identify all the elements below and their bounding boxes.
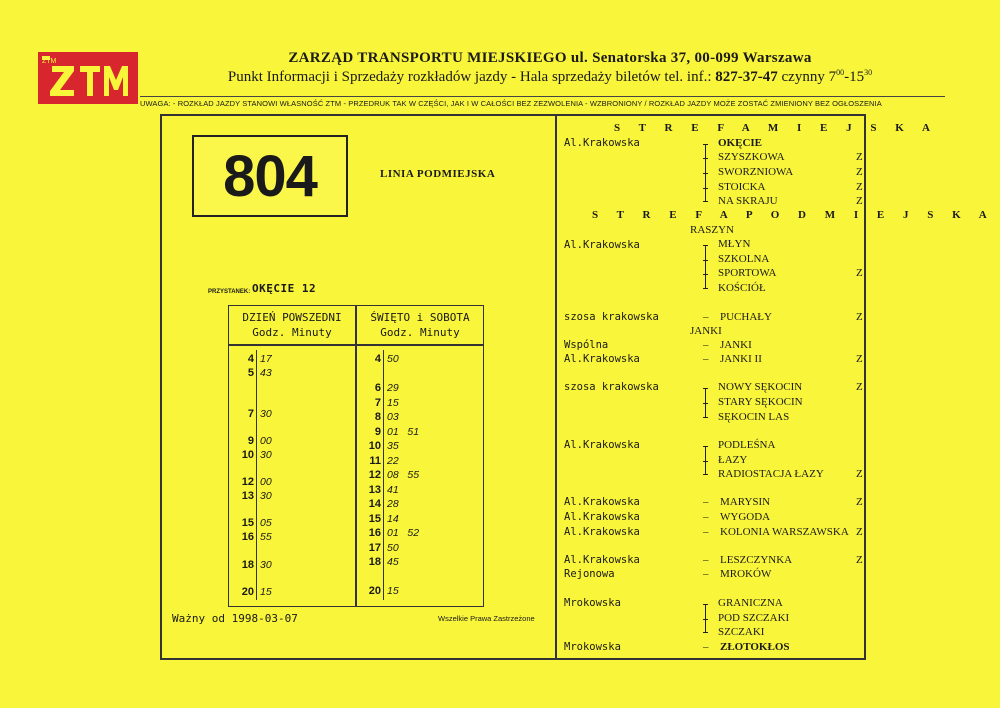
weekday-hour: 4 [247, 353, 254, 365]
weekend-hour: 7 [374, 396, 381, 409]
weekend-hour: 14 [368, 498, 381, 510]
weekend-hour: 16 [368, 527, 381, 539]
stop-label: PRZYSTANEK: [208, 289, 251, 295]
town-raszyn: RASZYN [690, 224, 735, 236]
weekend-hour: 17 [368, 541, 381, 554]
route-stop: PODLEŚNA [718, 439, 776, 451]
weekend-hour: 6 [374, 382, 381, 394]
street-s1: Al.Krakowska [564, 137, 640, 149]
weekday-minutes: 30 [260, 407, 272, 420]
info-text: Punkt Informacji i Sprzedaży rozkładów jazdy - Hala sprzedaży biletów tel. inf.: [227, 69, 712, 85]
weekend-hour: 18 [368, 556, 381, 568]
zone-z-marker: Z [856, 353, 863, 365]
zone-z-marker: Z [856, 496, 863, 508]
route-bracket [703, 388, 709, 418]
weekday-minutes: 00 [260, 435, 272, 448]
route-bracket [703, 245, 709, 289]
zone-suburb-title: S T R E F A P O D M I E J S K A [592, 209, 995, 221]
route-bracket [703, 446, 709, 475]
weekday-hour-rule [256, 350, 257, 600]
route-stop: SZCZAKI [718, 626, 765, 638]
phone-number: 827-37-47 [715, 69, 778, 85]
weekday-col-sub: Godz. Minuty [252, 326, 332, 339]
weekday-hour: 12 [241, 476, 254, 489]
zone-z-marker: Z [856, 151, 863, 163]
weekday-hour: 13 [241, 490, 254, 502]
route-stop: WYGODA [720, 511, 771, 523]
zone-z-marker: Z [856, 181, 863, 193]
route-stop: POD SZCZAKI [718, 612, 790, 624]
weekend-minutes: 08 55 [387, 469, 420, 481]
weekend-minutes: 22 [387, 454, 399, 467]
weekend-title: ŚWIĘTO i SOBOTA [370, 311, 470, 324]
hours-mid: -15 [844, 69, 865, 85]
route-stop: KOLONIA WARSZAWSKA [720, 526, 849, 538]
route-dash: – [703, 353, 709, 365]
route-stop: KOŚCIÓŁ [718, 282, 766, 294]
route-stop: STARY SĘKOCIN [718, 396, 803, 408]
weekend-header [357, 310, 483, 340]
weekday-hour: 7 [247, 407, 254, 420]
route-dash: – [703, 511, 709, 523]
org-title: ZARZĄD TRANSPORTU MIEJSKIEGO ul. Senatorska 37, 00-099 Warszawa [288, 50, 812, 66]
line-number: 804 [223, 143, 317, 209]
weekday-minutes: 30 [260, 490, 272, 502]
weekend-minutes: 41 [387, 483, 399, 496]
weekday-minutes: 30 [260, 558, 272, 571]
weekday-minutes: 05 [260, 517, 272, 530]
weekend-hour: 13 [368, 483, 381, 496]
zone-city-title: S T R E F A M I E J S K A [614, 122, 938, 134]
zone-z-marker: Z [856, 554, 863, 566]
street-s10: Al.Krakowska [564, 526, 640, 538]
zone-z-marker: Z [856, 166, 863, 178]
weekday-hour: 18 [241, 558, 254, 571]
weekend-minutes: 35 [387, 440, 399, 452]
weekend-minutes: 29 [387, 382, 399, 394]
route-dash: – [703, 339, 709, 351]
weekday-title: DZIEŃ POWSZEDNI [242, 311, 342, 324]
street-s13: Mrokowska [564, 597, 621, 609]
street-s7: Al.Krakowska [564, 439, 640, 451]
street-s4: Wspólna [564, 339, 609, 351]
ztm-logo [38, 52, 138, 104]
street-s9: Al.Krakowska [564, 511, 640, 523]
route-stop: STOICKA [718, 181, 766, 193]
header-rule [140, 96, 945, 97]
weekend-hour: 12 [368, 469, 381, 481]
route-stop: NOWY SĘKOCIN [718, 381, 803, 393]
departure-header-rule [228, 344, 484, 346]
weekday-minutes: 17 [260, 353, 272, 365]
weekend-hour: 4 [374, 353, 381, 365]
zone-z-marker: Z [856, 195, 863, 207]
weekend-minutes: 03 [387, 411, 399, 423]
route-stop: PUCHAŁY [720, 311, 772, 323]
street-s3: szosa krakowska [564, 311, 659, 323]
weekend-minutes: 45 [387, 556, 399, 568]
route-stop: SĘKOCIN LAS [718, 411, 790, 423]
route-dash: – [703, 526, 709, 538]
route-dash: – [703, 496, 709, 508]
weekend-hour: 9 [374, 425, 381, 438]
weekday-hour: 16 [241, 531, 254, 544]
weekday-minutes: 15 [260, 585, 272, 598]
zone-z-marker: Z [856, 526, 863, 538]
weekend-minutes: 14 [387, 512, 399, 525]
stop-name: OKĘCIE 12 [252, 282, 317, 295]
route-stop: GRANICZNA [718, 597, 783, 609]
zone-z-marker: Z [856, 311, 863, 323]
route-stop: RADIOSTACJA ŁAZY [718, 468, 824, 480]
weekend-hour-rule [383, 350, 384, 600]
weekend-minutes: 01 52 [387, 527, 420, 539]
hours-sup2: 30 [864, 68, 873, 77]
weekend-minutes: 50 [387, 353, 399, 365]
weekend-minutes: 28 [387, 498, 399, 510]
weekday-hour: 9 [247, 435, 254, 448]
weekend-hour: 15 [368, 512, 381, 525]
valid-from: Ważny od 1998-03-07 [172, 612, 298, 625]
route-dash: – [703, 554, 709, 566]
street-s5: Al.Krakowska [564, 353, 640, 365]
weekend-hour: 20 [368, 585, 381, 597]
weekday-minutes: 43 [260, 366, 272, 379]
weekend-minutes: 15 [387, 396, 399, 409]
route-bracket [703, 144, 709, 202]
route-dash: – [703, 641, 709, 653]
route-dash: – [703, 568, 709, 580]
svg-text:ZTM: ZTM [42, 58, 57, 65]
weekend-hour: 11 [369, 454, 381, 467]
weekday-minutes: 00 [260, 476, 272, 489]
route-stop: ZŁOTOKŁOS [720, 641, 790, 653]
weekday-header [230, 310, 354, 340]
weekend-minutes: 01 51 [387, 425, 420, 438]
route-stop: MARYSIN [720, 496, 771, 508]
route-stop: MROKÓW [720, 568, 772, 580]
street-s6: szosa krakowska [564, 381, 659, 393]
weekend-minutes: 15 [387, 585, 399, 597]
street-s12: Rejonowa [564, 568, 615, 580]
rights-notice: Wszelkie Prawa Zastrzeżone [438, 614, 535, 623]
route-stop: JANKI II [720, 353, 762, 365]
weekend-col-sub: Godz. Minuty [380, 326, 460, 339]
town-janki: JANKI [690, 325, 722, 337]
weekend-minutes: 50 [387, 541, 399, 554]
weekend-hour: 10 [368, 440, 381, 452]
org-subtitle [150, 68, 950, 86]
weekday-hour: 10 [241, 448, 254, 461]
hours-prefix: czynny 7 [781, 69, 837, 85]
weekday-hour: 15 [241, 517, 254, 530]
route-stop: SZKOLNA [718, 253, 770, 265]
route-stop: SPORTOWA [718, 267, 777, 279]
route-stop: SWORZNIOWA [718, 166, 794, 178]
route-stop: LESZCZYNKA [720, 554, 793, 566]
hours-sup1: 00 [836, 68, 845, 77]
street-s2: Al.Krakowska [564, 239, 640, 251]
street-s11: Al.Krakowska [564, 554, 640, 566]
zone-z-marker: Z [856, 267, 863, 279]
route-stop: NA SKRAJU [718, 195, 778, 207]
route-stop: JANKI [720, 339, 752, 351]
street-s8: Al.Krakowska [564, 496, 640, 508]
frame-divider [555, 114, 557, 660]
route-stop: SZYSZKOWA [718, 151, 785, 163]
route-bracket [703, 604, 709, 633]
route-stop: MŁYN [718, 238, 751, 250]
street-s14: Mrokowska [564, 641, 621, 653]
zone-z-marker: Z [856, 468, 863, 480]
weekend-hour: 8 [374, 411, 381, 423]
weekday-hour: 5 [247, 366, 254, 379]
copyright-warning: UWAGA: - ROZKŁAD JAZDY STANOWI WŁASNOŚĆ ZTM - PRZEDRUK TAK W CZĘŚCI, JAK I W CAŁOŚCI BEZ ZEZWOLENIA - WZBRONIONY / ROZKŁAD JAZDY MOŻE ZOSTAĆ ZMIENIONY BEZ OGŁOSZENIA [140, 99, 882, 108]
route-dash: – [703, 311, 709, 323]
zone-z-marker: Z [856, 381, 863, 393]
route-stop: ŁAZY [718, 454, 748, 466]
weekday-hour: 20 [241, 585, 254, 598]
weekday-minutes: 30 [260, 448, 272, 461]
weekday-minutes: 55 [260, 531, 272, 544]
route-stop: OKĘCIE [718, 137, 763, 149]
line-type: LINIA PODMIEJSKA [380, 168, 496, 180]
